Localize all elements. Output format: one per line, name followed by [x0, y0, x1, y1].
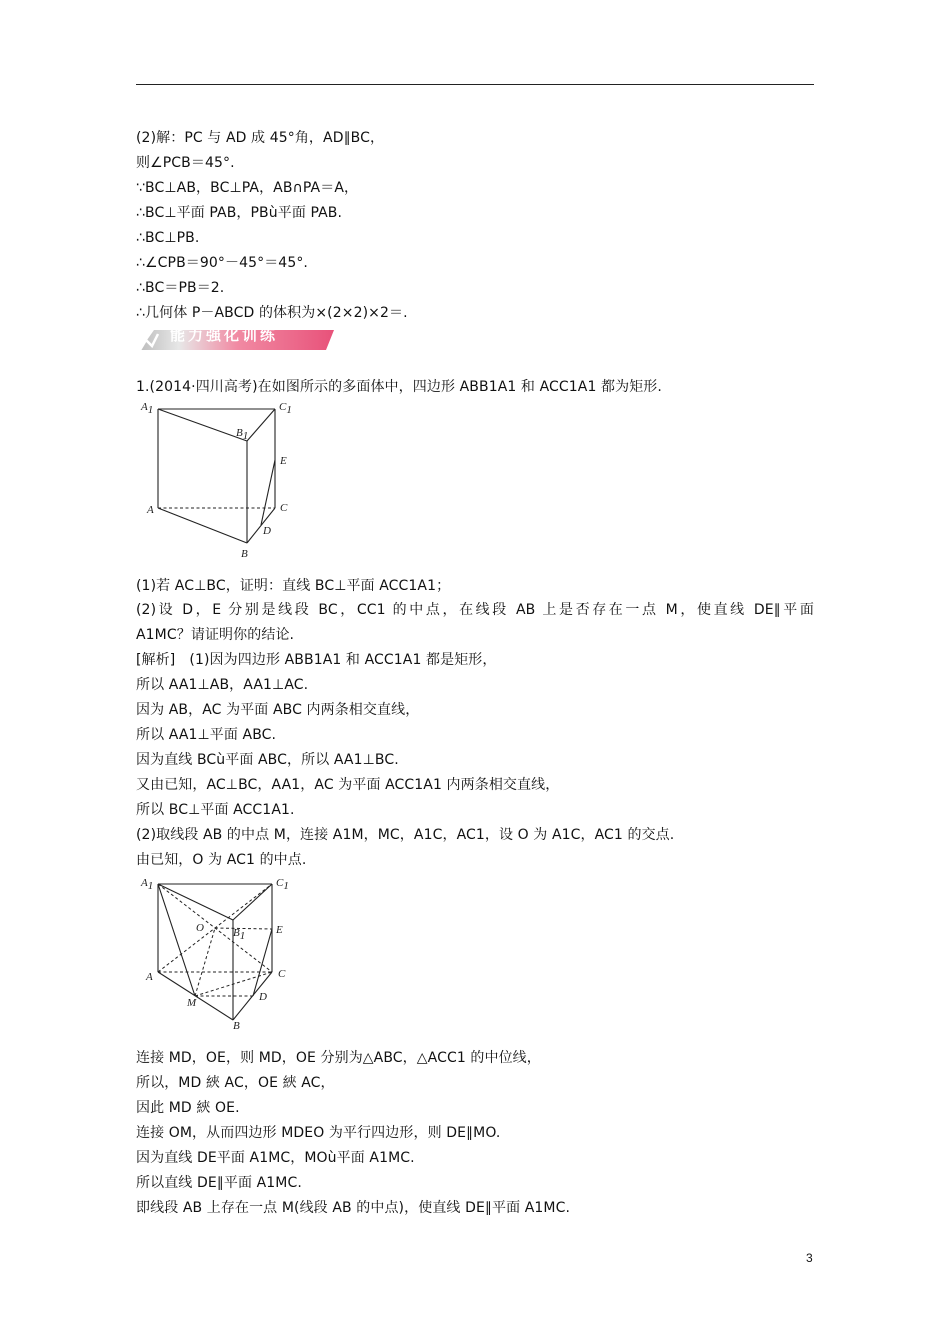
svg-text:E: E	[276, 924, 283, 936]
problem-part2-line2: A1MC？请证明你的结论.	[136, 627, 295, 643]
analysis-line-3: 因为 AB，AC 为平面 ABC 内两条相交直线，	[136, 702, 420, 718]
solution-line-1: (2)解：PC 与 AD 成 45°角，AD∥BC，	[136, 130, 385, 146]
svg-text:B: B	[241, 548, 248, 560]
analysis-line-4: 所以 AA1⊥平面 ABC.	[136, 727, 277, 743]
solution-line-6: ∴∠CPB＝90°－45°＝45°.	[136, 255, 308, 271]
conclusion-line-7: 即线段 AB 上存在一点 M(线段 AB 的中点)，使直线 DE∥平面 A1MC.	[136, 1200, 571, 1216]
conclusion-line-4: 连接 OM，从而四边形 MDEO 为平行四边形，则 DE∥MO.	[136, 1125, 501, 1141]
svg-text:B1: B1	[236, 427, 249, 442]
svg-text:C: C	[280, 502, 288, 514]
solution-line-8: ∴几何体 P－ABCD 的体积为×(2×2)×2＝.	[136, 305, 408, 321]
svg-text:C1: C1	[279, 401, 292, 416]
svg-text:M: M	[187, 997, 197, 1009]
svg-text:B: B	[233, 1020, 240, 1032]
svg-text:A1: A1	[141, 401, 154, 416]
solution-line-4: ∴BC⊥平面 PAB，PBù平面 PAB.	[136, 205, 343, 221]
svg-text:A: A	[146, 971, 153, 983]
analysis-line-6: 又由已知，AC⊥BC，AA1，AC 为平面 ACC1A1 内两条相交直线，	[136, 777, 560, 793]
conclusion-line-2: 所以，MD 綊 AC，OE 綊 AC，	[136, 1075, 335, 1091]
svg-text:C: C	[278, 968, 286, 980]
solution-line-3: ∵BC⊥AB，BC⊥PA，AB∩PA＝A，	[136, 180, 359, 196]
conclusion-line-1: 连接 MD，OE，则 MD，OE 分别为△ABC，△ACC1 的中位线，	[136, 1050, 541, 1066]
conclusion-line-3: 因此 MD 綊 OE.	[136, 1100, 240, 1116]
svg-text:C1: C1	[276, 877, 289, 892]
section-banner-title: 能力强化训练	[170, 326, 279, 344]
svg-text:B1: B1	[233, 927, 246, 942]
conclusion-line-5: 因为直线 DE平面 A1MC，MOù平面 A1MC.	[136, 1150, 415, 1166]
svg-text:E: E	[280, 455, 287, 467]
analysis-line-8: (2)取线段 AB 的中点 M，连接 A1M，MC，A1C，AC1，设 O 为 A1C，AC1 的交点.	[136, 827, 675, 843]
header-rule	[136, 84, 814, 85]
svg-text:A: A	[147, 504, 154, 516]
problem-part1: (1)若 AC⊥BC，证明：直线 BC⊥平面 ACC1A1；	[136, 578, 451, 594]
problem-intro: 1.(2014·四川高考)在如图所示的多面体中，四边形 ABB1A1 和 ACC1A1 都为矩形.	[136, 379, 662, 395]
conclusion-line-6: 所以直线 DE∥平面 A1MC.	[136, 1175, 302, 1191]
figure-prism-1	[140, 398, 300, 564]
svg-text:D: D	[259, 991, 267, 1003]
analysis-line-7: 所以 BC⊥平面 ACC1A1.	[136, 802, 295, 818]
analysis-line-1: [解析] (1)因为四边形 ABB1A1 和 ACC1A1 都是矩形，	[136, 652, 497, 668]
page-number: 3	[806, 1251, 813, 1265]
solution-line-2: 则∠PCB＝45°.	[136, 155, 235, 171]
solution-line-7: ∴BC＝PB＝2.	[136, 280, 225, 296]
svg-text:D: D	[263, 525, 271, 537]
svg-text:A1: A1	[141, 877, 154, 892]
analysis-line-2: 所以 AA1⊥AB，AA1⊥AC.	[136, 677, 309, 693]
figure-prism-2	[140, 872, 300, 1034]
problem-part2-line1: (2)设 D，E 分别是线段 BC，CC1 的中点，在线段 AB 上是否存在一点 M，使直线 DE∥平面	[136, 602, 814, 618]
analysis-line-9: 由已知，O 为 AC1 的中点.	[136, 852, 307, 868]
analysis-line-5: 因为直线 BCù平面 ABC，所以 AA1⊥BC.	[136, 752, 399, 768]
svg-text:O: O	[196, 922, 204, 934]
solution-line-5: ∴BC⊥PB.	[136, 230, 200, 246]
